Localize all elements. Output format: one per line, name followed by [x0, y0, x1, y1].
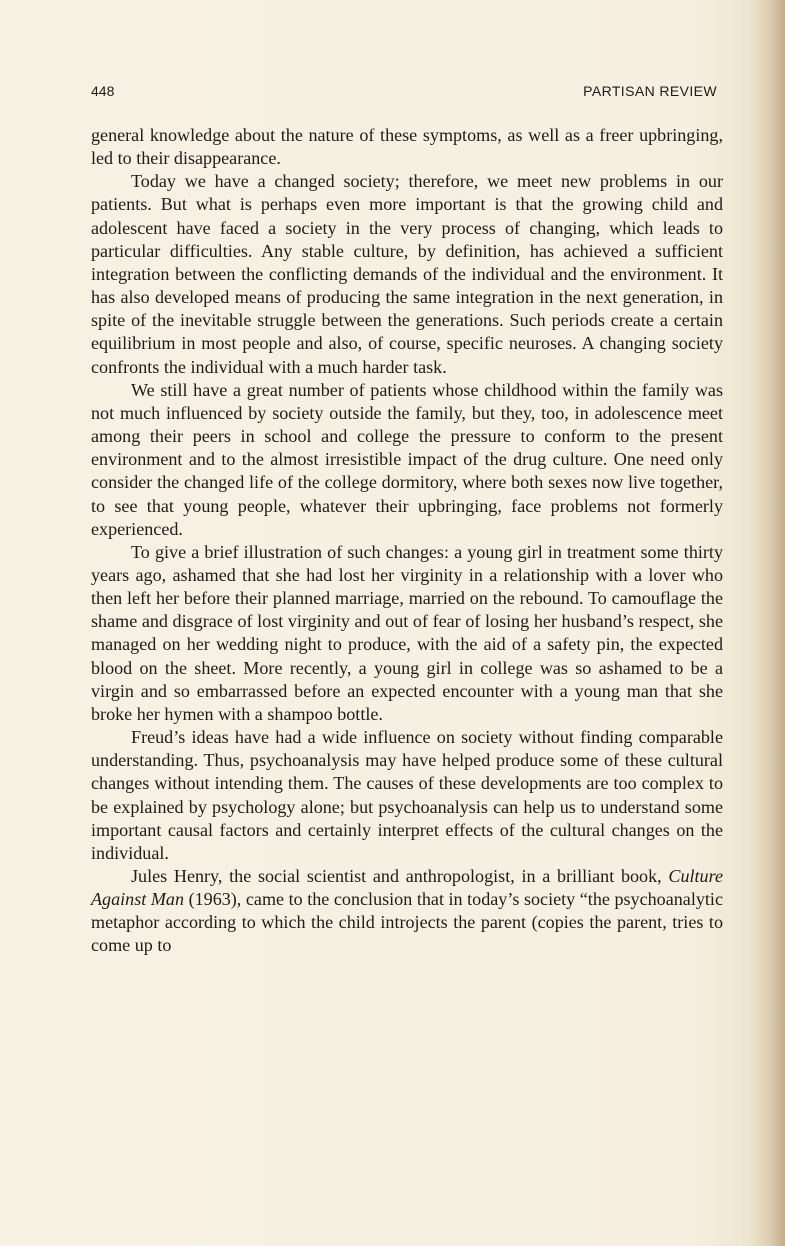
running-head: PARTISAN REVIEW — [583, 83, 717, 99]
paragraph-text: Jules Henry, the social scientist and anthropologist, in a brilliant book, — [131, 866, 669, 886]
page-header — [91, 83, 717, 103]
book-title: Culture Against Man — [91, 866, 723, 910]
paragraph: Today we have a changed society; therefore, we meet new problems in our patients. But what is perhaps even more important is that the growing child and adolescent have faced a society in the very process of changing, which leads to particular difficulties. Any stable culture, by definition, has achieved a sufficient integration between the conflicting demands of the individual and the environment. It has also developed means of producing the same integration in the next generation, in spite of the inevitable struggle between the generations. Such periods create a certain equilibrium in most people and also, of course, specific neuroses. A changing society confronts the individual with a much harder task. — [91, 171, 723, 377]
paragraph — [91, 865, 723, 958]
paragraph: We still have a great number of patients whose childhood within the family was not much influenced by society outside the family, but they, too, in adolescence meet among their peers in school and college the pressure to conform to the present environment and to the almost irresistible impact of the drug culture. One need only consider the changed life of the college dormitory, where both sexes now live together, to see that young people, whatever their upbringing, face problems not formerly experienced. — [91, 379, 723, 539]
body-text — [91, 124, 723, 958]
page-number: 448 — [91, 83, 115, 99]
binding-shadow — [749, 0, 785, 1246]
paragraph: Freud’s ideas have had a wide influence on society without finding comparable understanding. Thus, psychoanalysis may have helped produce some of these cultural changes without intending them. The causes of these developments are too complex to be explained by psychology alone; but psychoanalysis can help us to understand some important causal factors and certainly interpret effects of the cultural changes on the individual. — [91, 727, 723, 863]
paragraph-text: (1963), came to the conclusion that in today’s society “the psychoanalytic metaphor according to which the child introjects the parent (copies the parent, tries to come up to — [91, 889, 723, 956]
paragraph: To give a brief illustration of such changes: a young girl in treatment some thirty years ago, ashamed that she had lost her virginity in a relationship with a lover who then left her before their planned marriage, married on the rebound. To camouflage the shame and disgrace of lost virginity and out of fear of losing her husband’s respect, she managed on her wedding night to produce, with the aid of a safety pin, the expected blood on the sheet. More recently, a young girl in college was so ashamed to be a virgin and so embarrassed before an expected encounter with a young man that she broke her hymen with a shampoo bottle. — [91, 541, 723, 724]
paragraph: general knowledge about the nature of these symptoms, as well as a freer upbringing, led to their disappearance. — [91, 125, 723, 169]
